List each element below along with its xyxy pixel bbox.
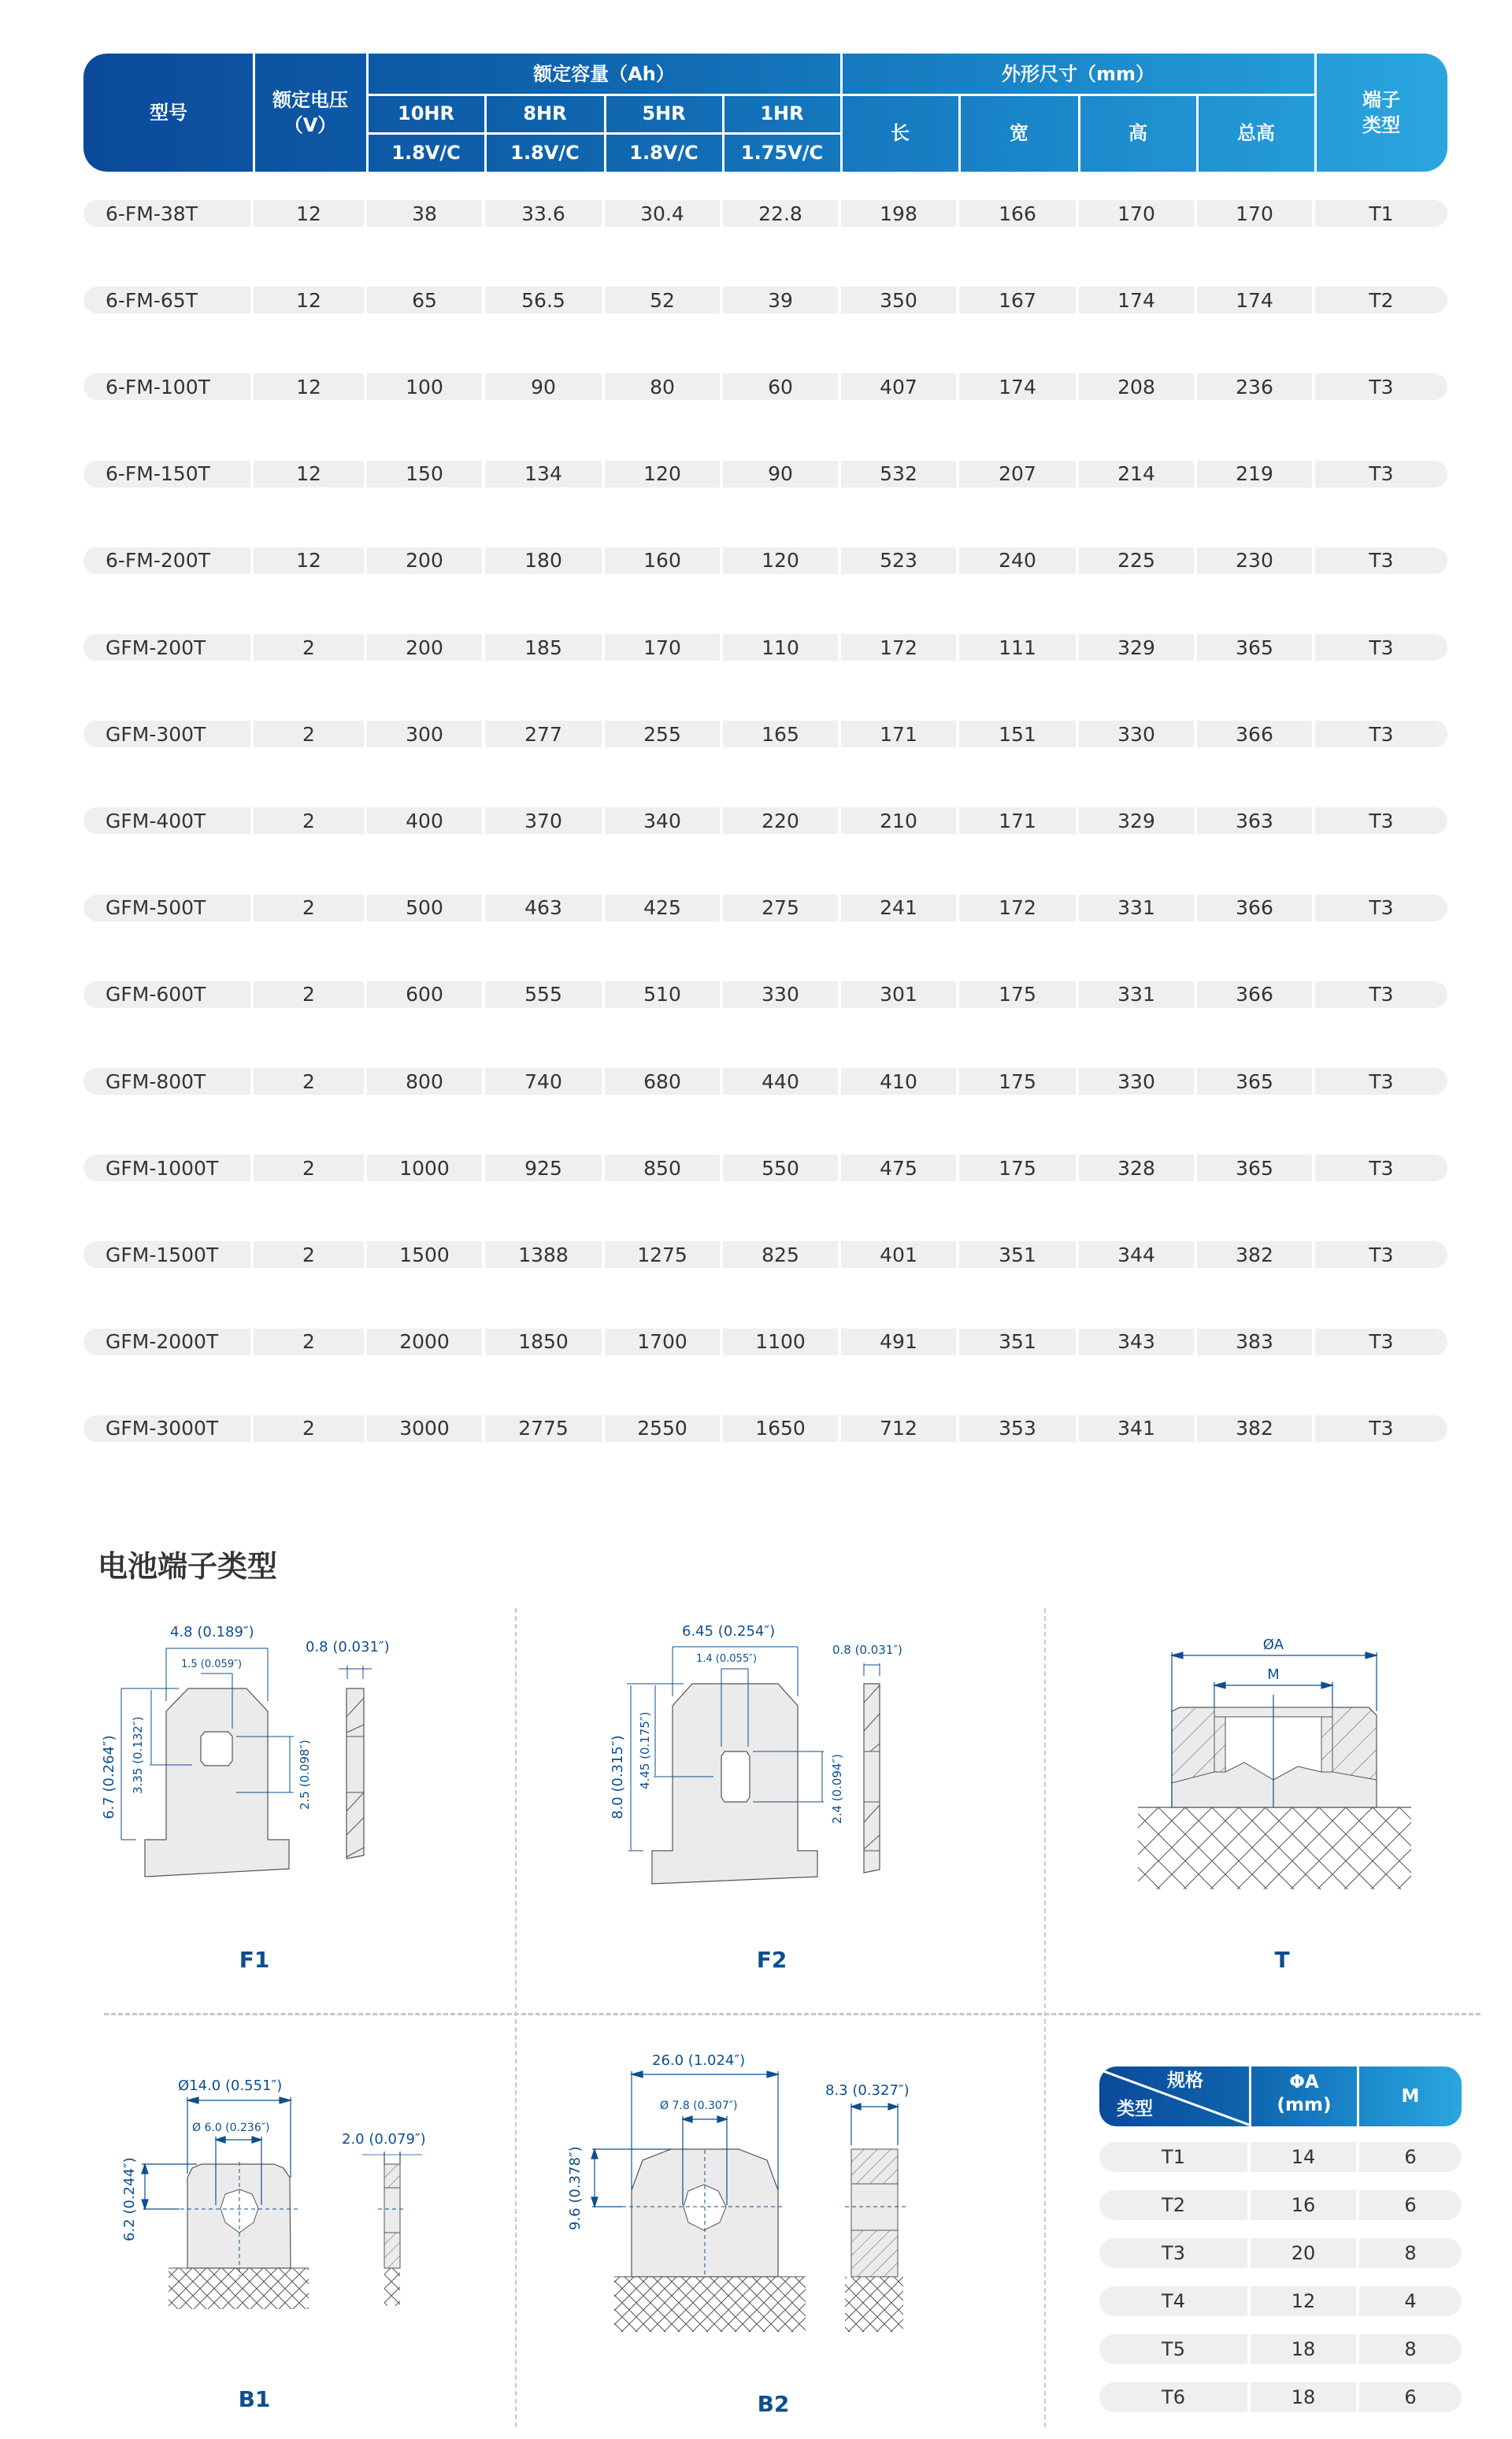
header-voltage-unit: （V） <box>284 114 337 136</box>
cell-model: GFM-600T <box>83 981 250 1008</box>
cell-terminal-type: T3 <box>1315 634 1447 661</box>
header-m: M <box>1401 2086 1420 2107</box>
cell-voltage: 2 <box>254 1415 364 1442</box>
header-cutoff-8hr: 1.8V/C <box>510 142 580 165</box>
cell-model: GFM-300T <box>83 721 250 747</box>
cell-length: 350 <box>841 287 956 313</box>
cell-type: T6 <box>1099 2382 1247 2412</box>
cell-model: 6-FM-38T <box>83 200 250 227</box>
cell-total-height: 219 <box>1197 461 1312 487</box>
cell-model: GFM-800T <box>83 1068 250 1095</box>
cell-width: 166 <box>959 200 1076 227</box>
svg-text:8.0 (0.315″): 8.0 (0.315″) <box>610 1735 626 1819</box>
cell-width: 353 <box>959 1415 1076 1442</box>
cell-phi-a: 16 <box>1251 2190 1356 2220</box>
terminal-table-row <box>1099 2334 1462 2364</box>
svg-text:26.0 (1.024″): 26.0 (1.024″) <box>652 2052 746 2069</box>
cell-length: 532 <box>841 461 956 487</box>
header-terminal-line2: 类型 <box>1362 114 1400 136</box>
table-row <box>83 1241 1447 1268</box>
cell-voltage: 2 <box>254 981 364 1008</box>
cell-cap-5hr: 2550 <box>605 1415 720 1442</box>
header-rate-8hr: 8HR <box>523 102 567 124</box>
cell-voltage: 12 <box>254 461 364 487</box>
terminal-table-row <box>1099 2382 1462 2412</box>
header-terminal-line1: 端子 <box>1362 88 1400 111</box>
cell-terminal-type: T2 <box>1315 287 1447 313</box>
cell-cap-1hr: 165 <box>723 721 838 747</box>
cell-terminal-type: T3 <box>1315 373 1447 400</box>
table-row <box>83 807 1447 834</box>
cell-cap-5hr: 510 <box>605 981 720 1008</box>
cell-width: 175 <box>959 981 1076 1008</box>
cell-voltage: 12 <box>254 547 364 574</box>
header-capacity-group: 额定容量（Ah） <box>533 62 675 85</box>
header-phi-a: ΦA (mm) <box>1277 2072 1332 2115</box>
header-width: 宽 <box>1010 121 1028 144</box>
cell-cap-1hr: 1650 <box>723 1415 838 1442</box>
cell-length: 301 <box>841 981 956 1008</box>
cell-cap-1hr: 550 <box>723 1155 838 1181</box>
cell-cap-8hr: 185 <box>485 634 602 661</box>
terminal-table-row <box>1099 2142 1462 2172</box>
cell-cap-1hr: 22.8 <box>723 200 838 227</box>
svg-text:4.8 (0.189″): 4.8 (0.189″) <box>170 1624 254 1640</box>
cell-total-height: 366 <box>1197 721 1312 747</box>
cell-terminal-type: T3 <box>1315 1155 1447 1181</box>
header-length: 长 <box>891 121 910 144</box>
header-dimension-group: 外形尺寸（mm） <box>1001 62 1154 85</box>
header-terminal-type <box>1315 54 1447 172</box>
cell-cap-8hr: 370 <box>485 807 602 834</box>
grid-divider <box>104 2013 1480 2015</box>
cell-total-height: 382 <box>1197 1241 1312 1268</box>
cell-type: T2 <box>1099 2190 1247 2220</box>
svg-text:0.8 (0.031″): 0.8 (0.031″) <box>306 1639 390 1655</box>
cell-terminal-type: T3 <box>1315 981 1447 1008</box>
cell-width: 174 <box>959 373 1076 400</box>
cell-height: 170 <box>1079 200 1194 227</box>
cell-model: GFM-3000T <box>83 1415 250 1442</box>
cell-terminal-type: T3 <box>1315 895 1447 921</box>
cell-model: 6-FM-150T <box>83 461 250 487</box>
table-header <box>83 54 1447 172</box>
cell-length: 210 <box>841 807 956 834</box>
cell-width: 111 <box>959 634 1076 661</box>
cell-length: 410 <box>841 1068 956 1095</box>
svg-text:1.5 (0.059″): 1.5 (0.059″) <box>181 1659 243 1670</box>
cell-voltage: 2 <box>254 1241 364 1268</box>
svg-text:3.35 (0.132″): 3.35 (0.132″) <box>131 1716 145 1794</box>
header-cutoff-5hr: 1.8V/C <box>629 142 699 165</box>
cell-cap-8hr: 925 <box>485 1155 602 1181</box>
table-row <box>83 547 1447 574</box>
cell-cap-10hr: 2000 <box>367 1329 482 1355</box>
cell-voltage: 2 <box>254 1155 364 1181</box>
cell-cap-10hr: 1500 <box>367 1241 482 1268</box>
header-height: 高 <box>1128 121 1147 144</box>
cell-height: 174 <box>1079 287 1194 313</box>
cell-cap-10hr: 1000 <box>367 1155 482 1181</box>
cell-total-height: 170 <box>1197 200 1312 227</box>
cell-height: 344 <box>1079 1241 1194 1268</box>
cell-length: 171 <box>841 721 956 747</box>
table-row <box>83 461 1447 487</box>
cell-total-height: 236 <box>1197 373 1312 400</box>
cell-height: 331 <box>1079 981 1194 1008</box>
cell-cap-8hr: 180 <box>485 547 602 574</box>
cell-width: 171 <box>959 807 1076 834</box>
cell-height: 330 <box>1079 1068 1194 1095</box>
cell-height: 329 <box>1079 807 1194 834</box>
terminal-spec-table <box>1099 2066 1462 2408</box>
cell-cap-8hr: 1388 <box>485 1241 602 1268</box>
cell-voltage: 12 <box>254 200 364 227</box>
cell-model: GFM-1500T <box>83 1241 250 1268</box>
cell-cap-10hr: 100 <box>367 373 482 400</box>
cell-model: GFM-500T <box>83 895 250 921</box>
cell-cap-1hr: 39 <box>723 287 838 313</box>
svg-text:2.4 (0.094″): 2.4 (0.094″) <box>830 1754 844 1824</box>
table-row <box>83 634 1447 661</box>
cell-type: T4 <box>1099 2286 1247 2316</box>
battery-spec-table <box>83 54 1447 1440</box>
cell-voltage: 12 <box>254 373 364 400</box>
cell-cap-5hr: 1275 <box>605 1241 720 1268</box>
cell-m: 6 <box>1359 2142 1462 2172</box>
cell-length: 172 <box>841 634 956 661</box>
cell-width: 172 <box>959 895 1076 921</box>
cell-phi-a: 18 <box>1251 2382 1356 2412</box>
cell-total-height: 174 <box>1197 287 1312 313</box>
svg-text:9.6 (0.378″): 9.6 (0.378″) <box>567 2146 584 2230</box>
cell-cap-10hr: 200 <box>367 547 482 574</box>
cell-cap-1hr: 275 <box>723 895 838 921</box>
svg-text:8.3 (0.327″): 8.3 (0.327″) <box>825 2082 910 2099</box>
svg-text:2.0 (0.079″): 2.0 (0.079″) <box>342 2131 426 2148</box>
cell-width: 175 <box>959 1068 1076 1095</box>
cell-length: 401 <box>841 1241 956 1268</box>
cell-terminal-type: T3 <box>1315 807 1447 834</box>
cell-height: 331 <box>1079 895 1194 921</box>
cell-cap-10hr: 200 <box>367 634 482 661</box>
cell-cap-1hr: 330 <box>723 981 838 1008</box>
cell-cap-5hr: 52 <box>605 287 720 313</box>
cell-total-height: 365 <box>1197 634 1312 661</box>
grid-divider <box>1044 1608 1046 2427</box>
table-row <box>83 1415 1447 1442</box>
cell-m: 8 <box>1359 2238 1462 2268</box>
cell-model: GFM-2000T <box>83 1329 250 1355</box>
cell-cap-8hr: 33.6 <box>485 200 602 227</box>
svg-text:M: M <box>1267 1666 1280 1683</box>
cell-type: T1 <box>1099 2142 1247 2172</box>
terminal-b1-drawing <box>87 2048 496 2378</box>
cell-length: 523 <box>841 547 956 574</box>
cell-terminal-type: T1 <box>1315 200 1447 227</box>
cell-height: 328 <box>1079 1155 1194 1181</box>
svg-text:6.2 (0.244″): 6.2 (0.244″) <box>121 2157 138 2241</box>
cell-terminal-type: T3 <box>1315 1415 1447 1442</box>
cell-cap-5hr: 30.4 <box>605 200 720 227</box>
cell-model: 6-FM-200T <box>83 547 250 574</box>
cell-cap-5hr: 425 <box>605 895 720 921</box>
cell-cap-10hr: 38 <box>367 200 482 227</box>
svg-text:4.45 (0.175″): 4.45 (0.175″) <box>638 1711 652 1789</box>
cell-cap-10hr: 500 <box>367 895 482 921</box>
terminal-f1-drawing <box>87 1607 512 1937</box>
cell-height: 329 <box>1079 634 1194 661</box>
terminal-table-row <box>1099 2238 1462 2268</box>
cell-cap-10hr: 65 <box>367 287 482 313</box>
cell-height: 225 <box>1079 547 1194 574</box>
terminal-table-row <box>1099 2190 1462 2220</box>
cell-terminal-type: T3 <box>1315 547 1447 574</box>
cell-total-height: 230 <box>1197 547 1312 574</box>
cell-cap-10hr: 3000 <box>367 1415 482 1442</box>
cell-voltage: 2 <box>254 721 364 747</box>
header-type: 类型 <box>1117 2099 1153 2119</box>
svg-text:Ø14.0 (0.551″): Ø14.0 (0.551″) <box>178 2078 283 2094</box>
cell-cap-5hr: 160 <box>605 547 720 574</box>
cell-model: GFM-400T <box>83 807 250 834</box>
cell-terminal-type: T3 <box>1315 1241 1447 1268</box>
cell-phi-a: 18 <box>1251 2334 1356 2364</box>
cell-cap-1hr: 110 <box>723 634 838 661</box>
cell-model: 6-FM-65T <box>83 287 250 313</box>
svg-text:1.4 (0.055″): 1.4 (0.055″) <box>696 1653 758 1665</box>
cell-cap-5hr: 120 <box>605 461 720 487</box>
cell-total-height: 365 <box>1197 1068 1312 1095</box>
cell-model: GFM-200T <box>83 634 250 661</box>
svg-text:ØA: ØA <box>1262 1637 1284 1653</box>
cell-cap-8hr: 134 <box>485 461 602 487</box>
svg-text:0.8 (0.031″): 0.8 (0.031″) <box>832 1643 902 1657</box>
table-row <box>83 1155 1447 1181</box>
header-voltage <box>254 54 367 172</box>
cell-height: 208 <box>1079 373 1194 400</box>
header-spec: 规格 <box>1167 2070 1203 2091</box>
cell-cap-8hr: 277 <box>485 721 602 747</box>
cell-cap-1hr: 60 <box>723 373 838 400</box>
figure-label-f2: F2 <box>756 1947 788 1973</box>
cell-width: 240 <box>959 547 1076 574</box>
table-row <box>83 373 1447 400</box>
cell-type: T5 <box>1099 2334 1247 2364</box>
cell-total-height: 366 <box>1197 895 1312 921</box>
svg-text:Ø 6.0 (0.236″): Ø 6.0 (0.236″) <box>192 2122 270 2134</box>
cell-cap-10hr: 600 <box>367 981 482 1008</box>
svg-text:6.7 (0.264″): 6.7 (0.264″) <box>101 1735 117 1819</box>
cell-length: 475 <box>841 1155 956 1181</box>
cell-height: 214 <box>1079 461 1194 487</box>
figure-label-f1: F1 <box>239 1947 270 1973</box>
cell-width: 167 <box>959 287 1076 313</box>
cell-cap-8hr: 1850 <box>485 1329 602 1355</box>
cell-m: 4 <box>1359 2286 1462 2316</box>
cell-length: 407 <box>841 373 956 400</box>
cell-cap-5hr: 680 <box>605 1068 720 1095</box>
cell-m: 8 <box>1359 2334 1462 2364</box>
cell-cap-1hr: 220 <box>723 807 838 834</box>
cell-cap-5hr: 255 <box>605 721 720 747</box>
header-cutoff-1hr: 1.75V/C <box>740 142 824 165</box>
cell-phi-a: 20 <box>1251 2238 1356 2268</box>
cell-cap-1hr: 440 <box>723 1068 838 1095</box>
terminal-section-title: 电池端子类型 <box>98 1549 278 1584</box>
cell-m: 6 <box>1359 2382 1462 2412</box>
cell-cap-10hr: 300 <box>367 721 482 747</box>
header-model: 型号 <box>150 101 187 124</box>
header-rate-1hr: 1HR <box>760 102 804 124</box>
cell-cap-1hr: 1100 <box>723 1329 838 1355</box>
figure-label-b2: B2 <box>757 2391 790 2417</box>
cell-terminal-type: T3 <box>1315 461 1447 487</box>
cell-model: GFM-1000T <box>83 1155 250 1181</box>
cell-cap-10hr: 800 <box>367 1068 482 1095</box>
cell-width: 351 <box>959 1241 1076 1268</box>
cell-width: 207 <box>959 461 1076 487</box>
cell-cap-1hr: 120 <box>723 547 838 574</box>
cell-cap-1hr: 825 <box>723 1241 838 1268</box>
header-rate-5hr: 5HR <box>642 102 686 124</box>
figure-label-b1: B1 <box>238 2386 271 2412</box>
table-row <box>83 1329 1447 1355</box>
cell-length: 241 <box>841 895 956 921</box>
cell-cap-8hr: 740 <box>485 1068 602 1095</box>
cell-cap-5hr: 850 <box>605 1155 720 1181</box>
cell-total-height: 365 <box>1197 1155 1312 1181</box>
cell-terminal-type: T3 <box>1315 721 1447 747</box>
cell-cap-5hr: 170 <box>605 634 720 661</box>
cell-cap-8hr: 463 <box>485 895 602 921</box>
svg-text:Ø 7.8 (0.307″): Ø 7.8 (0.307″) <box>660 2100 738 2112</box>
cell-phi-a: 14 <box>1251 2142 1356 2172</box>
cell-voltage: 2 <box>254 807 364 834</box>
cell-total-height: 383 <box>1197 1329 1312 1355</box>
cell-cap-5hr: 1700 <box>605 1329 720 1355</box>
header-cutoff-10hr: 1.8V/C <box>391 142 461 165</box>
table-row <box>83 287 1447 313</box>
cell-cap-5hr: 340 <box>605 807 720 834</box>
header-rate-10hr: 10HR <box>398 102 454 124</box>
cell-height: 343 <box>1079 1329 1194 1355</box>
cell-length: 491 <box>841 1329 956 1355</box>
cell-voltage: 12 <box>254 287 364 313</box>
cell-width: 175 <box>959 1155 1076 1181</box>
cell-length: 198 <box>841 200 956 227</box>
cell-height: 341 <box>1079 1415 1194 1442</box>
cell-cap-8hr: 90 <box>485 373 602 400</box>
cell-model: 6-FM-100T <box>83 373 250 400</box>
table-row <box>83 200 1447 227</box>
cell-voltage: 2 <box>254 895 364 921</box>
grid-divider <box>515 1608 517 2427</box>
cell-cap-10hr: 150 <box>367 461 482 487</box>
terminal-table-row <box>1099 2286 1462 2316</box>
terminal-f2-drawing <box>598 1607 1024 1937</box>
cell-cap-1hr: 90 <box>723 461 838 487</box>
figure-label-t: T <box>1274 1947 1290 1973</box>
cell-cap-8hr: 2775 <box>485 1415 602 1442</box>
header-total-height: 总高 <box>1237 121 1275 144</box>
cell-voltage: 2 <box>254 1068 364 1095</box>
cell-cap-8hr: 56.5 <box>485 287 602 313</box>
svg-text:6.45 (0.254″): 6.45 (0.254″) <box>682 1623 776 1640</box>
table-row <box>83 721 1447 747</box>
table-row <box>83 981 1447 1008</box>
cell-cap-10hr: 400 <box>367 807 482 834</box>
cell-total-height: 382 <box>1197 1415 1312 1442</box>
table-row <box>83 895 1447 921</box>
table-row <box>83 1068 1447 1095</box>
terminal-t-drawing <box>1118 1607 1480 1937</box>
cell-height: 330 <box>1079 721 1194 747</box>
header-voltage-label: 额定电压 <box>272 88 348 111</box>
cell-total-height: 363 <box>1197 807 1312 834</box>
terminal-table-header <box>1099 2066 1462 2126</box>
terminal-b2-drawing <box>551 2048 992 2378</box>
cell-length: 712 <box>841 1415 956 1442</box>
cell-voltage: 2 <box>254 1329 364 1355</box>
cell-cap-5hr: 80 <box>605 373 720 400</box>
cell-m: 6 <box>1359 2190 1462 2220</box>
cell-voltage: 2 <box>254 634 364 661</box>
cell-width: 351 <box>959 1329 1076 1355</box>
cell-terminal-type: T3 <box>1315 1329 1447 1355</box>
cell-width: 151 <box>959 721 1076 747</box>
cell-cap-8hr: 555 <box>485 981 602 1008</box>
cell-total-height: 366 <box>1197 981 1312 1008</box>
cell-type: T3 <box>1099 2238 1247 2268</box>
cell-terminal-type: T3 <box>1315 1068 1447 1095</box>
cell-phi-a: 12 <box>1251 2286 1356 2316</box>
svg-text:2.5 (0.098″): 2.5 (0.098″) <box>298 1740 312 1810</box>
